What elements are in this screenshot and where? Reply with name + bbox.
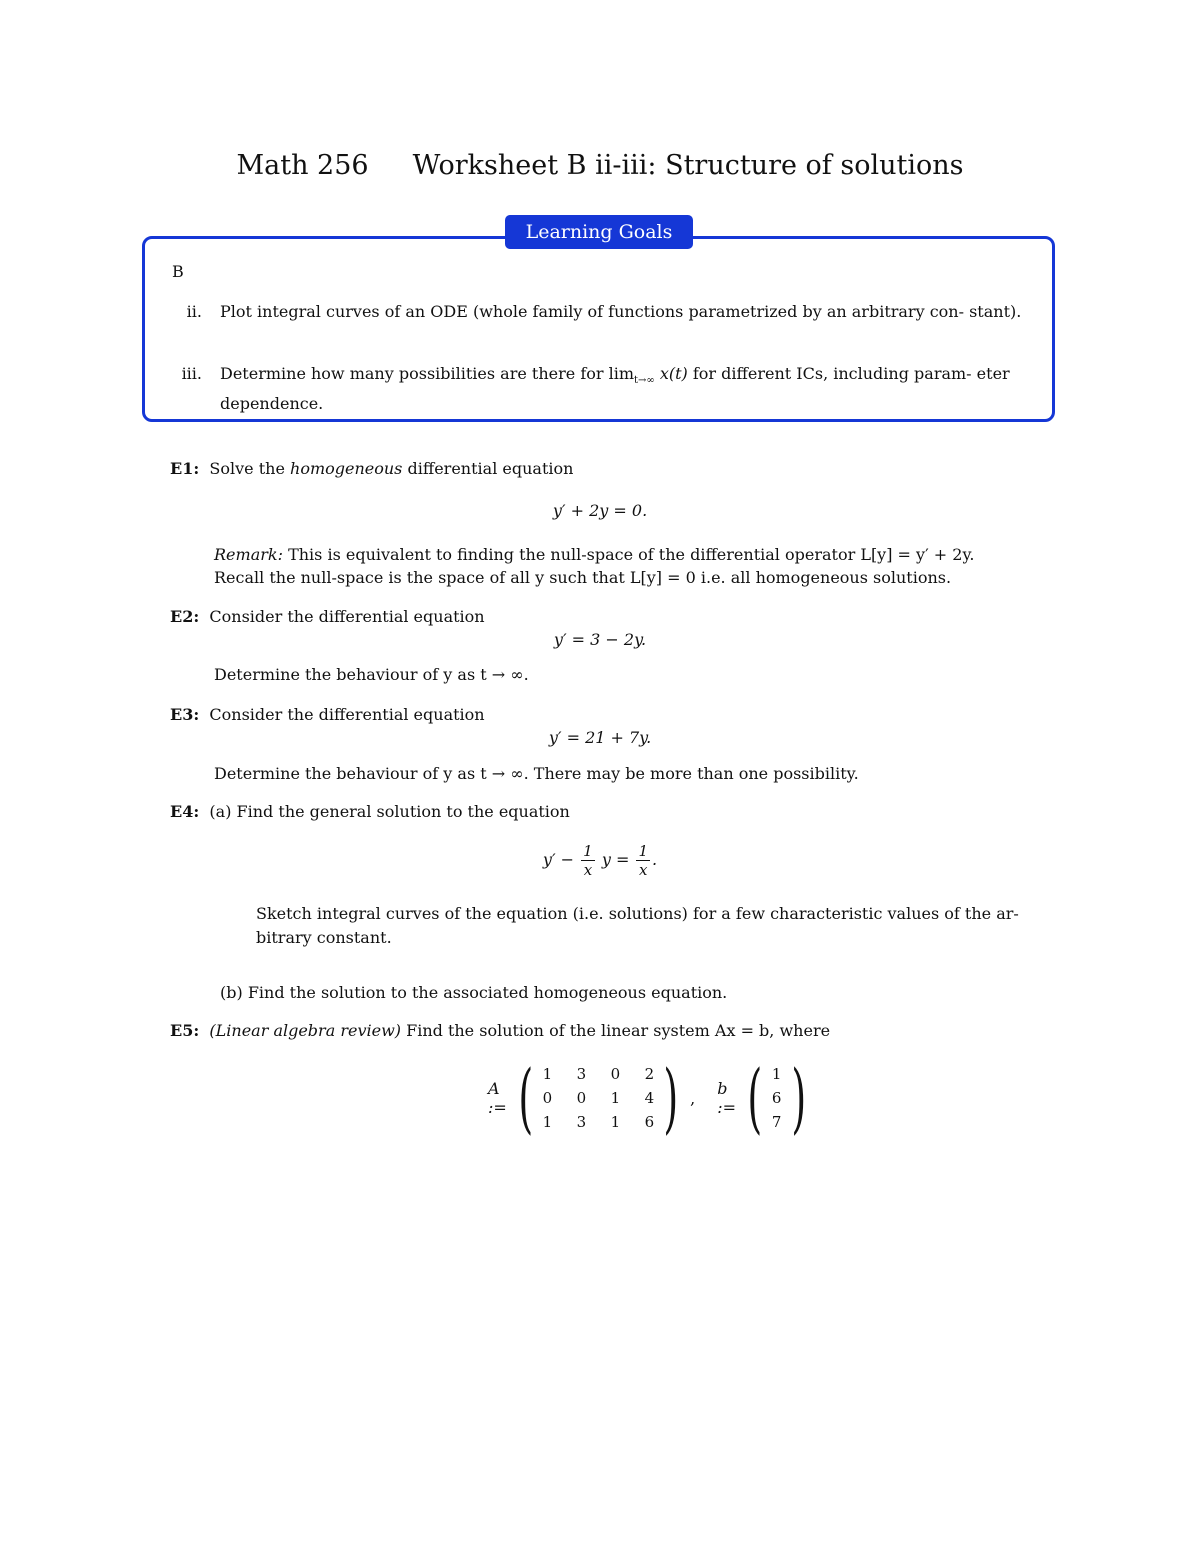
matrix-a-cell: 4 — [644, 1089, 655, 1107]
matrix-a-cell: 1 — [610, 1113, 621, 1131]
exercise-label: E4: — [170, 802, 200, 821]
part-b-text: Find the solution to the associated homogeneous equation. — [247, 983, 728, 1002]
matrix-a-cell: 3 — [576, 1113, 587, 1131]
matrix-a-cell: 0 — [542, 1089, 553, 1107]
part-b-label: (b) — [220, 983, 243, 1002]
worksheet-title: Worksheet B ii-iii: Structure of solutions — [412, 150, 964, 181]
e1-remark — [214, 543, 1064, 567]
limit-expression: x(t) — [659, 364, 688, 383]
linear-algebra-review: (Linear algebra review) — [209, 1021, 401, 1040]
matrix-a-cell: 1 — [542, 1065, 553, 1083]
exercise-e1: E1: Solve the homogeneous differential equation — [170, 459, 574, 478]
remark-label: Remark: — [214, 545, 283, 564]
matrix-a-cell: 6 — [644, 1113, 655, 1131]
matrix-a-cell: 1 — [610, 1089, 621, 1107]
goal-number: ii. — [186, 302, 202, 321]
e2-followup: Determine the behaviour of y as t → ∞. — [214, 665, 529, 684]
part-a-label: (a) — [209, 802, 232, 821]
matrix-a-label: A := — [488, 1079, 507, 1117]
fraction-1-over-x: $\frac{1}{x}$ — [638, 842, 648, 879]
e4-part-b — [220, 981, 1070, 1005]
exercise-e5: E5: (Linear algebra review) Find the solution of the linear system Ax = b, where — [170, 1021, 831, 1040]
exercise-label: E1: — [170, 459, 200, 478]
page-title — [0, 150, 1200, 181]
vector-b-cell: 1 — [771, 1065, 782, 1083]
e4-equation: y′ − $\frac{1}{x}$ y = $\frac{1}{x}$ . — [542, 842, 658, 879]
matrix-a-cell: 0 — [576, 1089, 587, 1107]
matrix-a-cell: 3 — [576, 1065, 587, 1083]
goal-text: Plot integral curves of an ODE (whole family of functions parametrized by an arbitrary con- stant). — [220, 302, 1022, 321]
goal-item-iii — [172, 362, 1052, 412]
e5-system: A := ( 1 3 0 2 0 0 1 4 1 3 1 6 ) , b := ( 1 6 7 ) — [488, 1058, 788, 1138]
exercise-label: E2: — [170, 607, 200, 626]
goal-number: iii. — [181, 364, 202, 383]
fraction-1-over-x: $\frac{1}{x}$ — [583, 842, 593, 879]
matrix-a-cell: 2 — [644, 1065, 655, 1083]
goal-section-label: B — [172, 262, 184, 281]
goal-item-ii — [172, 300, 1052, 350]
vector-b-cell: 7 — [771, 1113, 782, 1131]
e1-equation: y′ + 2y = 0. — [552, 501, 648, 520]
exercise-e2: E2: Consider the differential equation — [170, 607, 485, 626]
part-a-text: Find the general solution to the equation — [236, 802, 570, 821]
exercise-label: E3: — [170, 705, 200, 724]
vector-b: ( 1 6 7 ) — [747, 1053, 806, 1142]
learning-goals-label: Learning Goals — [505, 215, 693, 249]
vector-b-cell: 6 — [771, 1089, 782, 1107]
vector-b-label: b := — [717, 1079, 736, 1117]
e3-equation: y′ = 21 + 7y. — [548, 728, 652, 747]
exercise-label: E5: — [170, 1021, 200, 1040]
limit-subscript: t→∞ — [634, 375, 655, 387]
e3-followup: Determine the behaviour of y as t → ∞. There may be more than one possibility. — [214, 764, 859, 783]
exercise-e4 — [170, 800, 1070, 824]
e4-sketch-line-2: bitrary constant. — [256, 928, 392, 947]
goal-text: Determine how many possibilities are there for $\lim_{t\to\infty} x(t)$ for different ICs, including param- eter dependence. — [220, 364, 1010, 414]
matrix-a-cell: 1 — [542, 1113, 553, 1131]
matrix-a: ( 1 3 0 2 0 0 1 4 1 3 1 6 ) — [518, 1053, 679, 1142]
e2-equation: y′ = 3 − 2y. — [553, 630, 647, 649]
exercise-e3: E3: Consider the differential equation — [170, 705, 485, 724]
e4-sketch-line-1: Sketch integral curves of the equation (i.e. solutions) for a few characteristic values of the ar- — [256, 904, 1019, 923]
matrix-a-cell: 0 — [610, 1065, 621, 1083]
e1-remark-line-2: Recall the null-space is the space of all y such that L[y] = 0 i.e. all homogeneous solutions. — [214, 568, 952, 587]
remark-line-1: This is equivalent to finding the null-space of the differential operator L[y] = y′ + 2y. — [288, 545, 975, 564]
course-name: Math 256 — [236, 150, 369, 181]
emphasis-homogeneous: homogeneous — [290, 459, 403, 478]
